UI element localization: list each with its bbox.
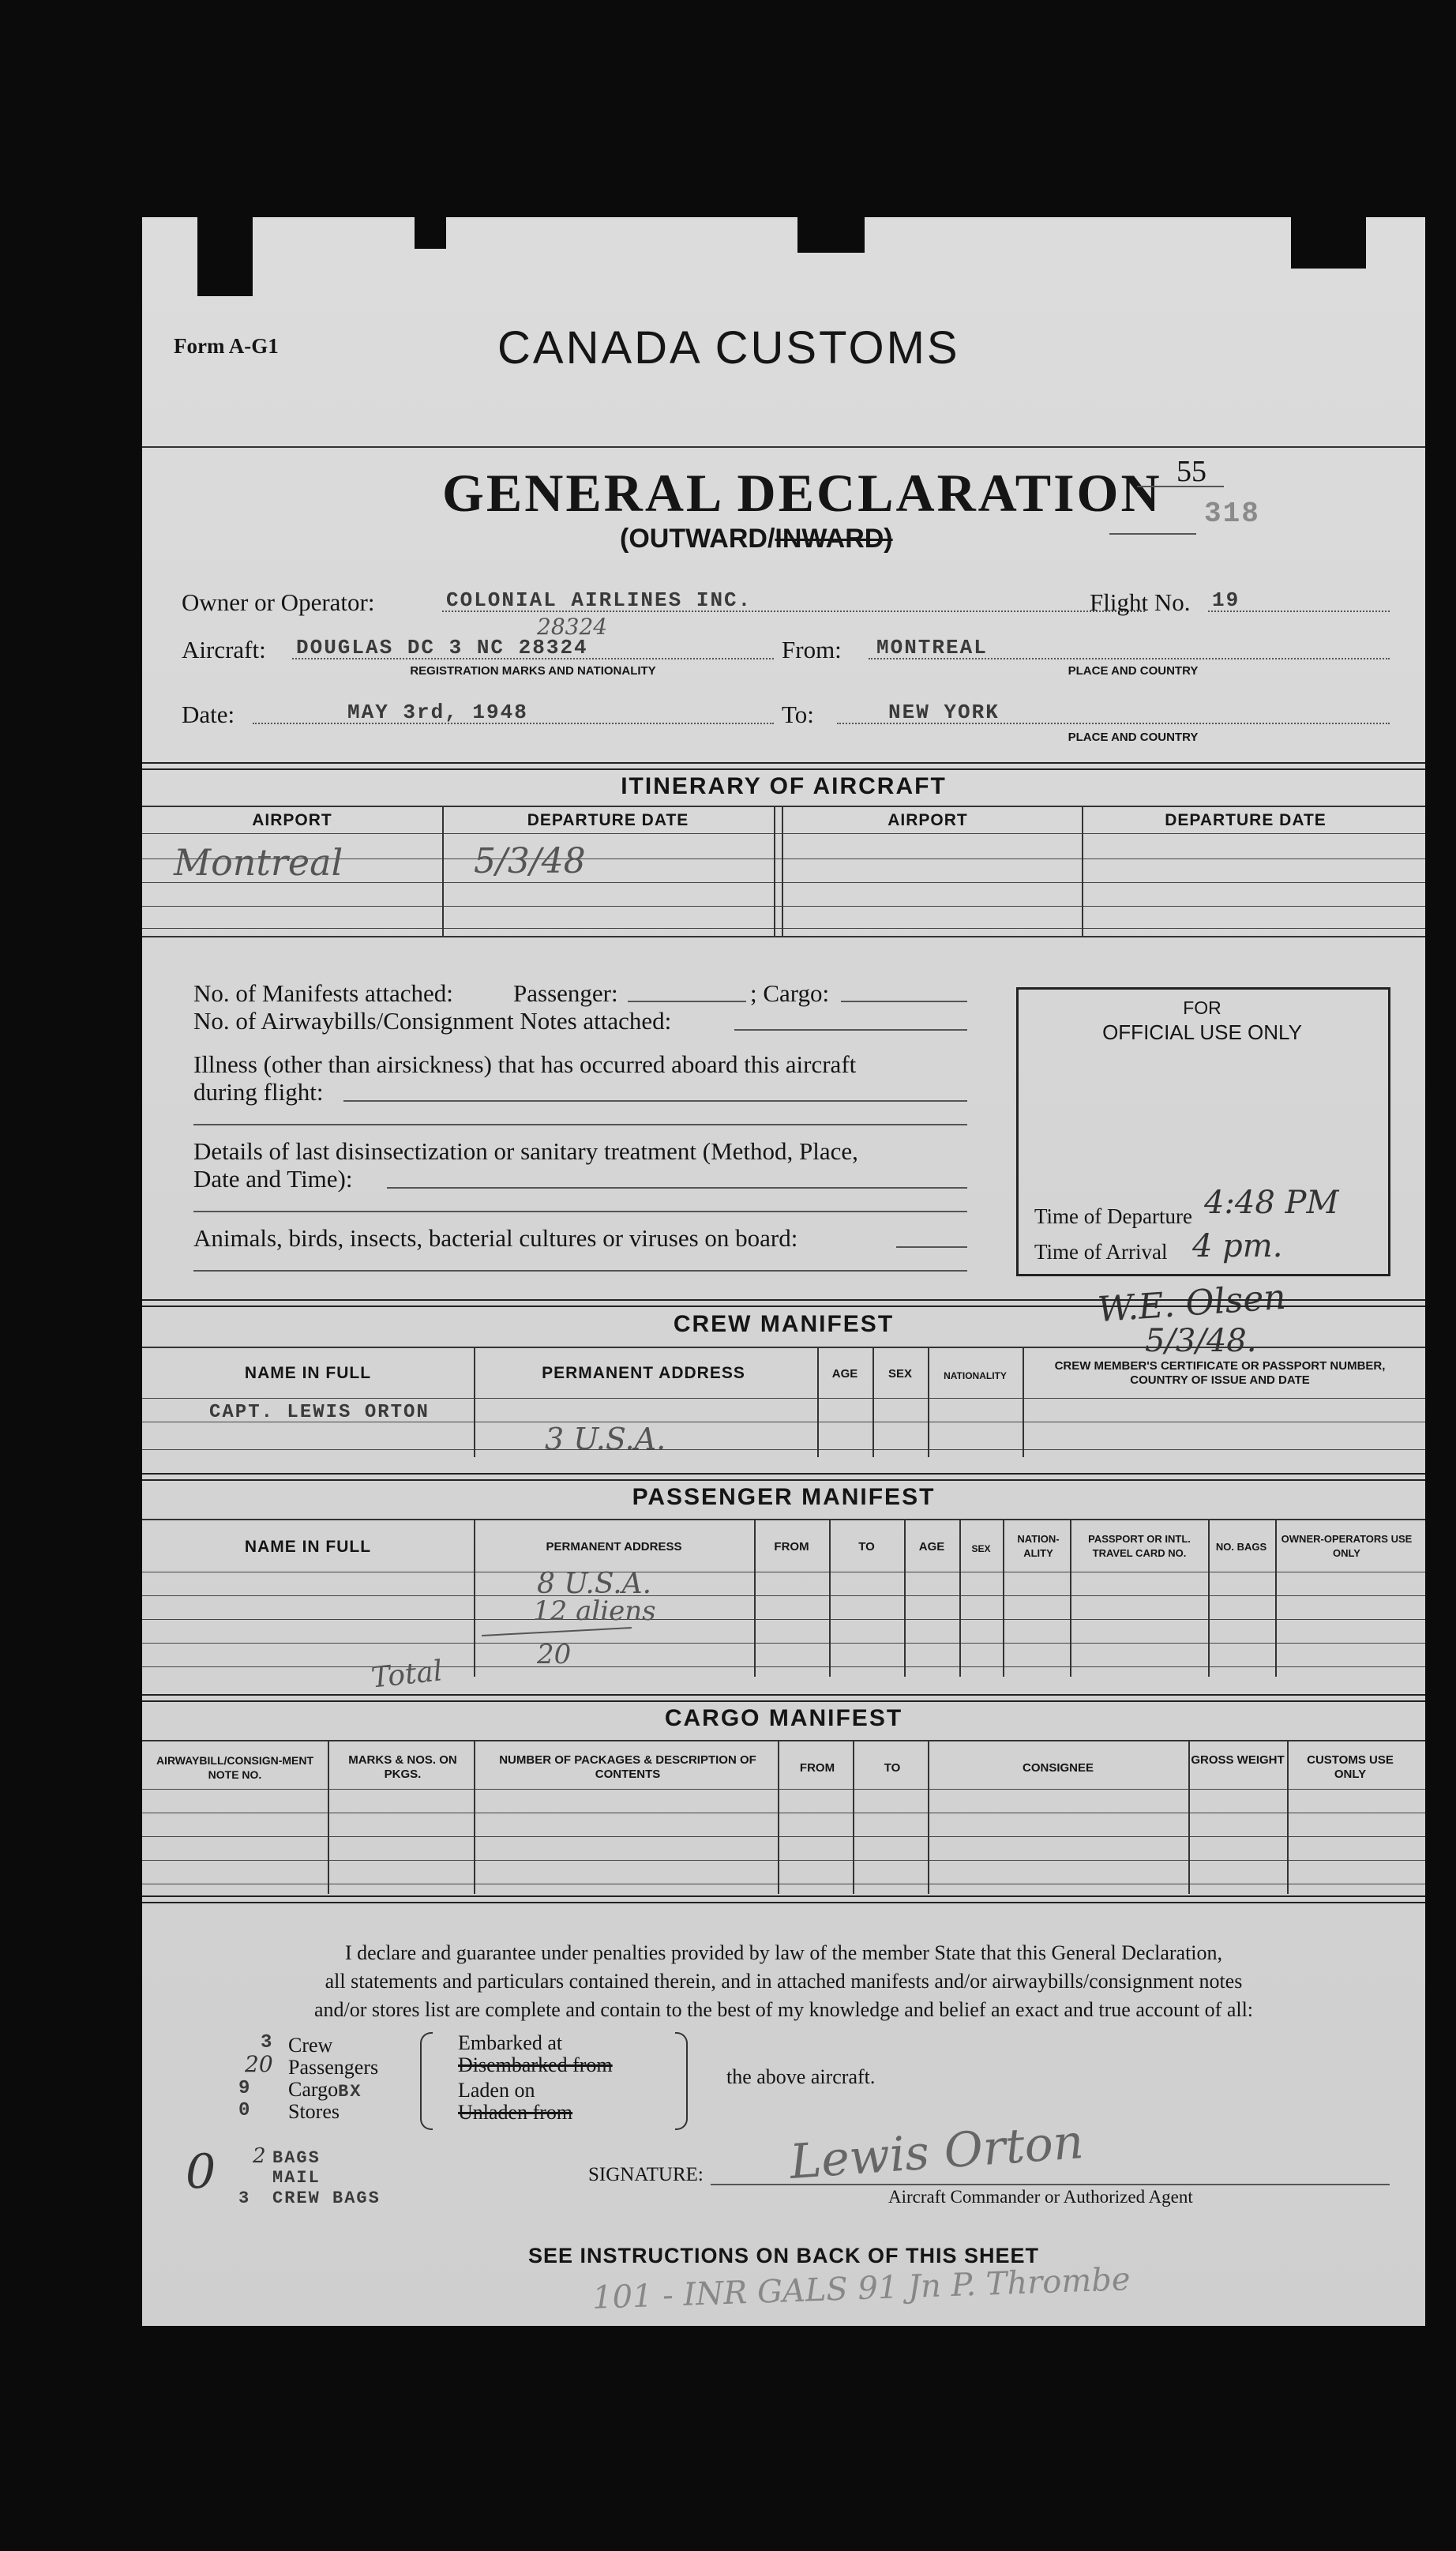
rule [142,936,1425,937]
passengers-count: 20 [245,2051,273,2077]
airwaybills-label: No. of Airwaybills/Consignment Notes attached: [193,1007,672,1035]
rule [142,1666,1425,1667]
illness-line-2 [193,1124,967,1125]
declaration-line-1: I declare and guarantee under penalties provided by law of the member State that this General Declaration, [344,1941,1223,1964]
signature-label: SIGNATURE: [588,2164,704,2185]
itin-airport-value: Montreal [174,841,343,884]
col-divider [1287,1740,1289,1894]
cargo-count-label [288,2078,362,2102]
itin-departure-value: 5/3/48 [474,841,586,881]
col-divider [1070,1519,1071,1677]
rule [142,806,1425,807]
embarked-label: Embarked at [458,2031,563,2054]
direction-inward: INWARD) [775,524,893,554]
underline [1137,486,1224,487]
declaration-line-3: and/or stores list are complete and contain to the best of my knowledge and belief an exact and true account of all: [313,1998,1254,2021]
signer-caption: Aircraft Commander or Authorized Agent [888,2187,1193,2207]
rule [142,1694,1425,1702]
binder-tab [415,217,446,249]
col-divider [474,1519,475,1677]
declaration-number: 55 [1176,455,1206,488]
to-value: NEW YORK [888,701,1000,724]
date-value: MAY 3rd, 1948 [347,701,528,724]
col-divider [474,1740,475,1894]
unladen-label: Unladen from [458,2101,573,2124]
officer-date: 5/3/48. [1145,1323,1257,1359]
date-label: Date: [182,701,235,728]
laden-label: Laden on [458,2079,535,2102]
col-divider [774,806,775,936]
illness-line [343,1100,967,1102]
col-divider [904,1519,906,1677]
passengers-count-label: Passengers [288,2056,379,2079]
animals-line-2 [193,1270,967,1272]
cargo-col-weight: GROSS WEIGHT [1191,1753,1285,1767]
to-label: To: [782,701,814,728]
crew-bags-label: CREW BAGS [272,2188,381,2208]
cargo-col-to: TO [884,1761,901,1775]
declaration-line-2: all statements and particulars contained therein, and in attached manifests and/or airwaybills/consignment notes [325,1970,1243,1993]
crew-title: CREW MANIFEST [673,1311,895,1337]
from-value: MONTREAL [876,636,988,659]
col-divider [1082,806,1083,936]
bracket-right [675,2032,688,2130]
cargo-title: CARGO MANIFEST [664,1705,903,1731]
cargo-count-word: Cargo [288,2078,339,2101]
cargo-col-consignee: CONSIGNEE [1022,1761,1094,1775]
passenger-manifest-label: Passenger: [513,979,618,1007]
col-divider [872,1347,874,1457]
pax-line-3: 20 [537,1639,572,1670]
bags-label: BAGS [272,2148,321,2168]
itin-col-airport-2: AIRPORT [887,811,968,829]
col-divider [928,1740,929,1894]
pax-col-age: AGE [918,1540,945,1554]
pax-line-2: 12 aliens [533,1595,656,1627]
col-divider [1023,1347,1024,1457]
col-divider [1208,1519,1210,1677]
cargo-col-from: FROM [799,1761,835,1775]
form-number: Form A-G1 [174,334,279,358]
above-aircraft-label: the above aircraft. [726,2065,876,2088]
stamped-number: 318 [1204,498,1260,530]
binder-tab [1291,217,1366,269]
col-divider [782,806,783,936]
cargo-col-airwaybill: AIRWAYBILL/CONSIGN-MENT NOTE NO. [156,1754,314,1781]
crew-col-certificate: CREW MEMBER'S CERTIFICATE OR PASSPORT NUMBER, COUNTRY OF ISSUE AND DATE [1054,1359,1386,1387]
cargo-manifest-label: ; Cargo: [750,979,830,1007]
crew-count-label: Crew [288,2034,333,2057]
aircraft-handwritten: 28324 [537,614,608,640]
flight-no-label: Flight No. [1090,588,1191,616]
illness-label-1: Illness (other than airsickness) that has occurred aboard this aircraft [193,1050,857,1078]
rule [142,1619,1425,1620]
rule [142,1299,1425,1307]
col-divider [754,1519,756,1677]
declaration-paragraph [142,1939,1425,2024]
rule [142,1595,1425,1596]
disembarked-label: Disembarked from [458,2053,613,2076]
customs-form-sheet [142,217,1425,2326]
cargo-count-suffix: BX [338,2082,362,2102]
col-divider [1003,1519,1004,1677]
owner-value: COLONIAL AIRLINES INC. [446,588,752,612]
crew-bags-count: 3 [238,2188,251,2208]
pax-col-owner: OWNER-OPERATORS USE ONLY [1281,1533,1413,1559]
departure-time-label: Time of Departure [1034,1204,1192,1228]
official-use-title: OFFICIAL USE ONLY [1102,1020,1302,1044]
rule [142,762,1425,770]
illness-label-2: during flight: [193,1078,324,1106]
cargo-manifest-line [841,1001,967,1002]
manifests-label: No. of Manifests attached: [193,979,453,1007]
departure-time-value: 4:48 PM [1204,1185,1339,1221]
crew-address-value: 3 U.S.A. [545,1422,666,1456]
col-divider [442,806,444,936]
disinsect-label-2: Date and Time): [193,1165,353,1193]
rule [142,1347,1425,1348]
crew-col-name: NAME IN FULL [244,1364,372,1382]
pax-col-name: NAME IN FULL [244,1538,372,1556]
rule [142,446,1425,448]
signature-value: Lewis Orton [788,2114,1086,2190]
col-divider [829,1519,831,1677]
agency-title: CANADA CUSTOMS [497,322,960,374]
rule [142,1740,1425,1741]
rule [142,1449,1425,1450]
col-divider [959,1519,961,1677]
aircraft-caption: REGISTRATION MARKS AND NATIONALITY [410,664,656,678]
col-divider [1275,1519,1277,1677]
rule [142,1836,1425,1837]
itin-col-departure-1: DEPARTURE DATE [527,811,689,829]
official-use-for: FOR [1183,997,1221,1018]
pax-total-rule [482,1627,632,1636]
crew-count: 3 [261,2032,274,2053]
from-caption: PLACE AND COUNTRY [1068,664,1199,678]
passenger-manifest-line [628,1001,746,1002]
pax-col-bags: NO. BAGS [1215,1541,1267,1553]
stores-count-label: Stores [288,2100,340,2123]
footer-handwritten-note: 101 - INR GALS 91 Jn P. Thrombe [591,2261,1131,2316]
arrival-time-label: Time of Arrival [1034,1240,1168,1264]
cargo-col-marks: MARKS & NOS. ON PKGS. [348,1753,457,1781]
to-caption: PLACE AND COUNTRY [1068,731,1199,744]
col-divider [817,1347,819,1457]
itin-col-airport-1: AIRPORT [252,811,332,829]
pax-line-1: 8 U.S.A. [537,1568,652,1600]
col-divider [778,1740,779,1894]
pax-col-to: TO [858,1540,875,1554]
pax-col-address: PERMANENT ADDRESS [546,1540,682,1554]
crew-col-address: PERMANENT ADDRESS [542,1364,745,1382]
mail-label: MAIL [272,2168,321,2188]
col-divider [328,1740,329,1894]
rule [142,1860,1425,1861]
doc-title: GENERAL DECLARATION [442,463,1162,523]
passenger-title: PASSENGER MANIFEST [632,1484,936,1510]
pax-total-label: Total [370,1655,445,1695]
binder-tab [797,217,865,253]
animals-label: Animals, birds, insects, bacterial cultures or viruses on board: [193,1224,798,1252]
from-label: From: [782,636,842,663]
col-divider [1188,1740,1190,1894]
direction-label: (OUTWARD/INWARD) [620,524,893,554]
itinerary-title: ITINERARY OF AIRCRAFT [621,773,947,799]
pax-col-sex: SEX [971,1543,991,1554]
cargo-col-customs: CUSTOMS USE ONLY [1307,1753,1394,1781]
bracket-left [420,2032,433,2130]
rule [142,1398,1425,1399]
animals-line [896,1246,967,1248]
rule [142,1643,1425,1644]
cargo-col-description: NUMBER OF PACKAGES & DESCRIPTION OF CONTENTS [499,1753,756,1781]
pax-col-from: FROM [774,1540,809,1554]
rule [142,928,1425,929]
underline [1109,533,1196,535]
rule [142,906,1425,907]
officer-signature: W.E. Olsen [1096,1276,1288,1331]
direction-outward: (OUTWARD [620,524,767,554]
instructions-note: SEE INSTRUCTIONS ON BACK OF THIS SHEET [527,2244,1040,2267]
airwaybills-line [734,1029,967,1031]
itin-col-departure-2: DEPARTURE DATE [1165,811,1327,829]
flight-no-value: 19 [1212,588,1240,612]
aircraft-label: Aircraft: [182,636,266,663]
pax-col-passport: PASSPORT OR INTL. TRAVEL CARD NO. [1088,1533,1191,1559]
zero-mark: 0 [186,2144,216,2200]
col-divider [928,1347,929,1457]
binder-tab [197,217,253,296]
disinsect-line-2 [193,1211,967,1212]
crew-col-nationality: NATIONALITY [944,1370,1007,1381]
owner-label: Owner or Operator: [182,588,375,616]
rule [142,1519,1425,1520]
bags-count: 2 [253,2144,266,2168]
stores-count: 0 [238,2100,252,2121]
pax-col-nationality: NATION-ALITY [1017,1533,1060,1559]
crew-col-sex: SEX [887,1367,912,1381]
crew-col-age: AGE [831,1367,858,1381]
rule [142,1789,1425,1790]
disinsect-line [387,1187,967,1189]
col-divider [853,1740,854,1894]
rule [142,1473,1425,1481]
aircraft-value: DOUGLAS DC 3 NC 28324 [296,636,588,659]
crew-name-value: CAPT. LEWIS ORTON [209,1402,430,1423]
cargo-count: 9 [238,2078,252,2099]
rule [142,1895,1425,1903]
disinsect-label-1: Details of last disinsectization or sanitary treatment (Method, Place, [193,1137,858,1165]
arrival-time-value: 4 pm. [1192,1228,1283,1264]
rule [142,833,1425,834]
col-divider [474,1347,475,1457]
